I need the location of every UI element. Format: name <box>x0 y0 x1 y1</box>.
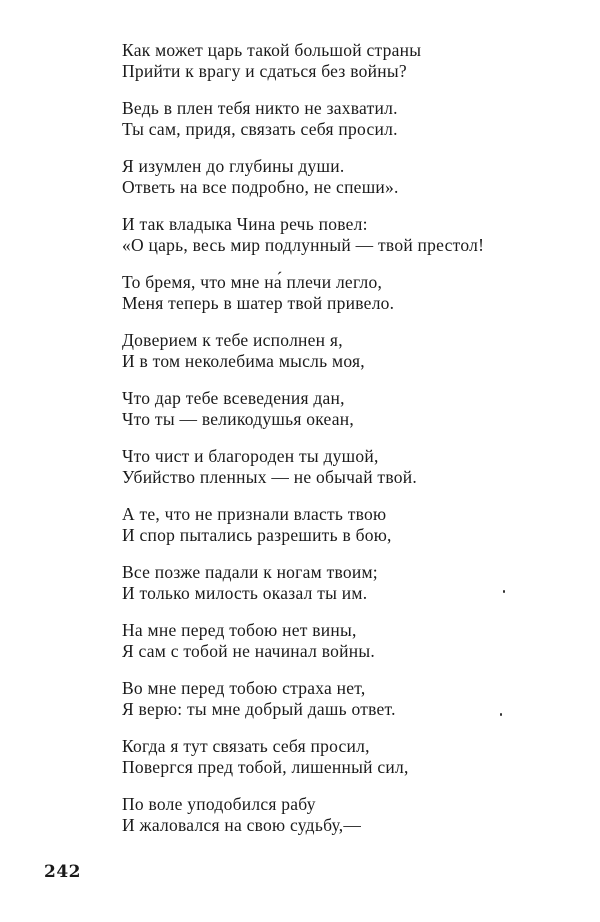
poem-line: И так владыка Чина речь повел: <box>122 214 368 234</box>
scan-speck <box>500 713 502 716</box>
scan-speck <box>503 590 505 593</box>
poem-line: Когда я тут связать себя просил, <box>122 736 370 756</box>
stanza <box>122 156 562 214</box>
poem-line: И спор пытались разрешить в бою, <box>122 525 392 545</box>
stanza <box>122 214 562 272</box>
page-number: 242 <box>44 862 81 882</box>
poem-line: И жаловался на свою судьбу,— <box>122 815 362 835</box>
poem-line: Что ты — великодушья океан, <box>122 409 355 429</box>
stanza <box>122 678 562 736</box>
poem-line: Доверием к тебе исполнен я, <box>122 330 343 350</box>
stanza <box>122 562 562 620</box>
poem-line: По воле уподобился рабу <box>122 794 316 814</box>
poem-line: Что дар тебе всеведения дан, <box>122 388 345 408</box>
poem-line: Меня теперь в шатер твой привело. <box>122 293 395 313</box>
poem-line: Ты сам, придя, связать себя просил. <box>122 119 398 139</box>
poem-line: На мне перед тобою нет вины, <box>122 620 357 640</box>
poem-line: И в том неколебима мысль моя, <box>122 351 365 371</box>
poem-line: Ответь на все подробно, не спеши». <box>122 177 399 197</box>
poem-line: Все позже падали к ногам твоим; <box>122 562 378 582</box>
poem-line: Я сам с тобой не начинал войны. <box>122 641 375 661</box>
stanza <box>122 446 562 504</box>
stanza <box>122 620 562 678</box>
poem-line: А те, что не признали власть твою <box>122 504 387 524</box>
stanza <box>122 388 562 446</box>
poem-line: Повергся пред тобой, лишенный сил, <box>122 757 409 777</box>
stanza <box>122 504 562 562</box>
poem-line: То бремя, что мне на́ плечи легло, <box>122 272 383 292</box>
poem-line: Во мне перед тобою страха нет, <box>122 678 366 698</box>
poem-line: Как может царь такой большой страны <box>122 40 422 60</box>
stanza <box>122 330 562 388</box>
poem-text <box>122 40 562 852</box>
poem-line: Ведь в плен тебя никто не захватил. <box>122 98 398 118</box>
stanza <box>122 736 562 794</box>
stanza <box>122 272 562 330</box>
poem-line: Убийство пленных — не обычай твой. <box>122 467 417 487</box>
stanza <box>122 98 562 156</box>
poem-line: Что чист и благороден ты душой, <box>122 446 379 466</box>
poem-line: «О царь, весь мир подлунный — твой престол! <box>122 235 485 255</box>
stanza <box>122 40 562 98</box>
poem-line: Я верю: ты мне добрый дашь ответ. <box>122 699 396 719</box>
poem-line: Я изумлен до глубины души. <box>122 156 345 176</box>
stanza <box>122 794 562 852</box>
poem-line: И только милость оказал ты им. <box>122 583 368 603</box>
poem-line: Прийти к врагу и сдаться без войны? <box>122 61 407 81</box>
